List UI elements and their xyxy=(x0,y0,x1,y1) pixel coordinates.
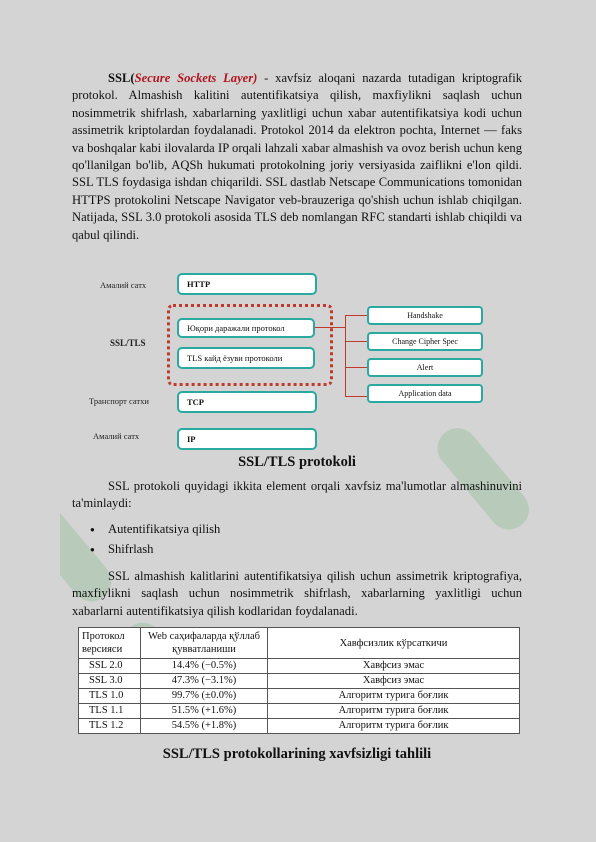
table-cell: Хавфсиз эмас xyxy=(268,659,520,674)
table-cell: Алгоритм турига боғлик xyxy=(268,719,520,734)
table-cell: 51.5% (+1.6%) xyxy=(141,704,268,719)
table-cell: 99.7% (±0.0%) xyxy=(141,689,268,704)
connector-main xyxy=(315,327,345,328)
table-cell: Алгоритм турига боғлик xyxy=(268,689,520,704)
bullet-item: ● Autentifikatsiya qilish xyxy=(90,520,220,540)
crypto-paragraph: SSL almashish kalitlarini autentifikatsiya qilish uchun assimetrik kriptografiya, maxfiylikni saqlash uchun nosimmetrik shifrlash, xabarlarning yaxlitligi uchun xabarlarni autentifikatsiya qilish kodlaridan foydalanadi. xyxy=(72,569,522,618)
handshake-box: Handshake xyxy=(367,306,483,325)
ssl-tls-diagram xyxy=(85,268,521,454)
ssl-tls-group xyxy=(167,304,333,386)
table-cell: TLS 1.2 xyxy=(79,719,141,734)
layer-label-network: Амалий сатх xyxy=(93,431,140,441)
table-cell: TLS 1.1 xyxy=(79,704,141,719)
table-cell: Алгоритм турига боғлик xyxy=(268,704,520,719)
table-header: Протокол версияси xyxy=(79,628,141,659)
table-cell: SSL 3.0 xyxy=(79,674,141,689)
connector-appdata xyxy=(345,396,367,397)
connector-vertical xyxy=(345,315,346,397)
table-cell: 54.5% (+1.8%) xyxy=(141,719,268,734)
change-cipher-spec-box: Change Cipher Spec xyxy=(367,332,483,351)
layer-label-transport: Транспорт сатхи xyxy=(89,396,149,406)
alert-box: Alert xyxy=(367,358,483,377)
table-row xyxy=(79,689,520,704)
table-header-row xyxy=(79,628,520,659)
elements-paragraph: SSL protokoli quyidagi ikkita element orqali xavfsiz ma'lumotlar almashinuvini ta'minlaydi: xyxy=(72,479,522,511)
table-caption: SSL/TLS protokollarining xavfsizligi tahlili xyxy=(162,746,432,762)
bullet-list xyxy=(90,520,220,559)
intro-paragraph: SSL(Secure Sockets Layer) - xavfsiz aloqani nazarda tutadigan kriptografik protokol. Almashish kalitini autentifikatsiya qilish, maxfiylikni saqlash uchun nosimmetrik shifrlash, xabarlarning yaxlitligi uchun xabar autentifikatsiya kodi uchun assimetrik kriptolardan foydalanadi. Protokol 2014 da elektron pochta, Internet — faks va boshqalar kabi ilovalarda IP orqali lahzali xabar almashish va ovoz berish uchun keng qo'llanilgan bo'lib, AQSh hukumati protokolning joriy versiyasida zaiflikni e'lon qildi. SSL TLS foydasiga ishdan chiqarildi. SSL dastlab Netscape Communications tomonidan HTTPS protokolini Netscape Navigator veb-brauzeriga qo'shish uchun ishlab chiqilgan. Natijada, SSL 3.0 protokoli asosida TLS deb nomlangan RFC standarti ishlab chiqildi va qabul qilindi. xyxy=(72,71,522,242)
table-header: Web саҳифаларда қўллаб қувватланиши xyxy=(141,628,268,659)
http-box: HTTP xyxy=(177,273,317,295)
ip-box: IP xyxy=(177,428,317,450)
tcp-box: TCP xyxy=(177,391,317,413)
table-cell: SSL 2.0 xyxy=(79,659,141,674)
table-cell: 47.3% (−3.1%) xyxy=(141,674,268,689)
table-row xyxy=(79,704,520,719)
layer-label-application: Амалий сатх xyxy=(100,280,147,290)
application-data-box: Application data xyxy=(367,384,483,403)
table-row xyxy=(79,674,520,689)
high-level-protocol-box: Юқори даражали протокол xyxy=(177,318,315,338)
bullet-item: ● Shifrlash xyxy=(90,540,220,560)
table-cell: Хавфсиз эмас xyxy=(268,674,520,689)
table-cell: TLS 1.0 xyxy=(79,689,141,704)
record-protocol-box: TLS кайд ёзуви протоколи xyxy=(177,347,315,369)
connector-handshake xyxy=(345,315,367,316)
table-header: Хавфсизлик кўрсаткичи xyxy=(268,628,520,659)
table-row xyxy=(79,719,520,734)
connector-ccs xyxy=(345,341,367,342)
security-table xyxy=(78,627,520,734)
table-cell: 14.4% (−0.5%) xyxy=(141,659,268,674)
table-row xyxy=(79,659,520,674)
connector-alert xyxy=(345,367,367,368)
layer-label-ssl: SSL/TLS xyxy=(110,338,146,348)
figure-caption: SSL/TLS protokoli xyxy=(238,454,356,470)
ssl-fullname: Secure Sockets Layer xyxy=(134,71,254,85)
